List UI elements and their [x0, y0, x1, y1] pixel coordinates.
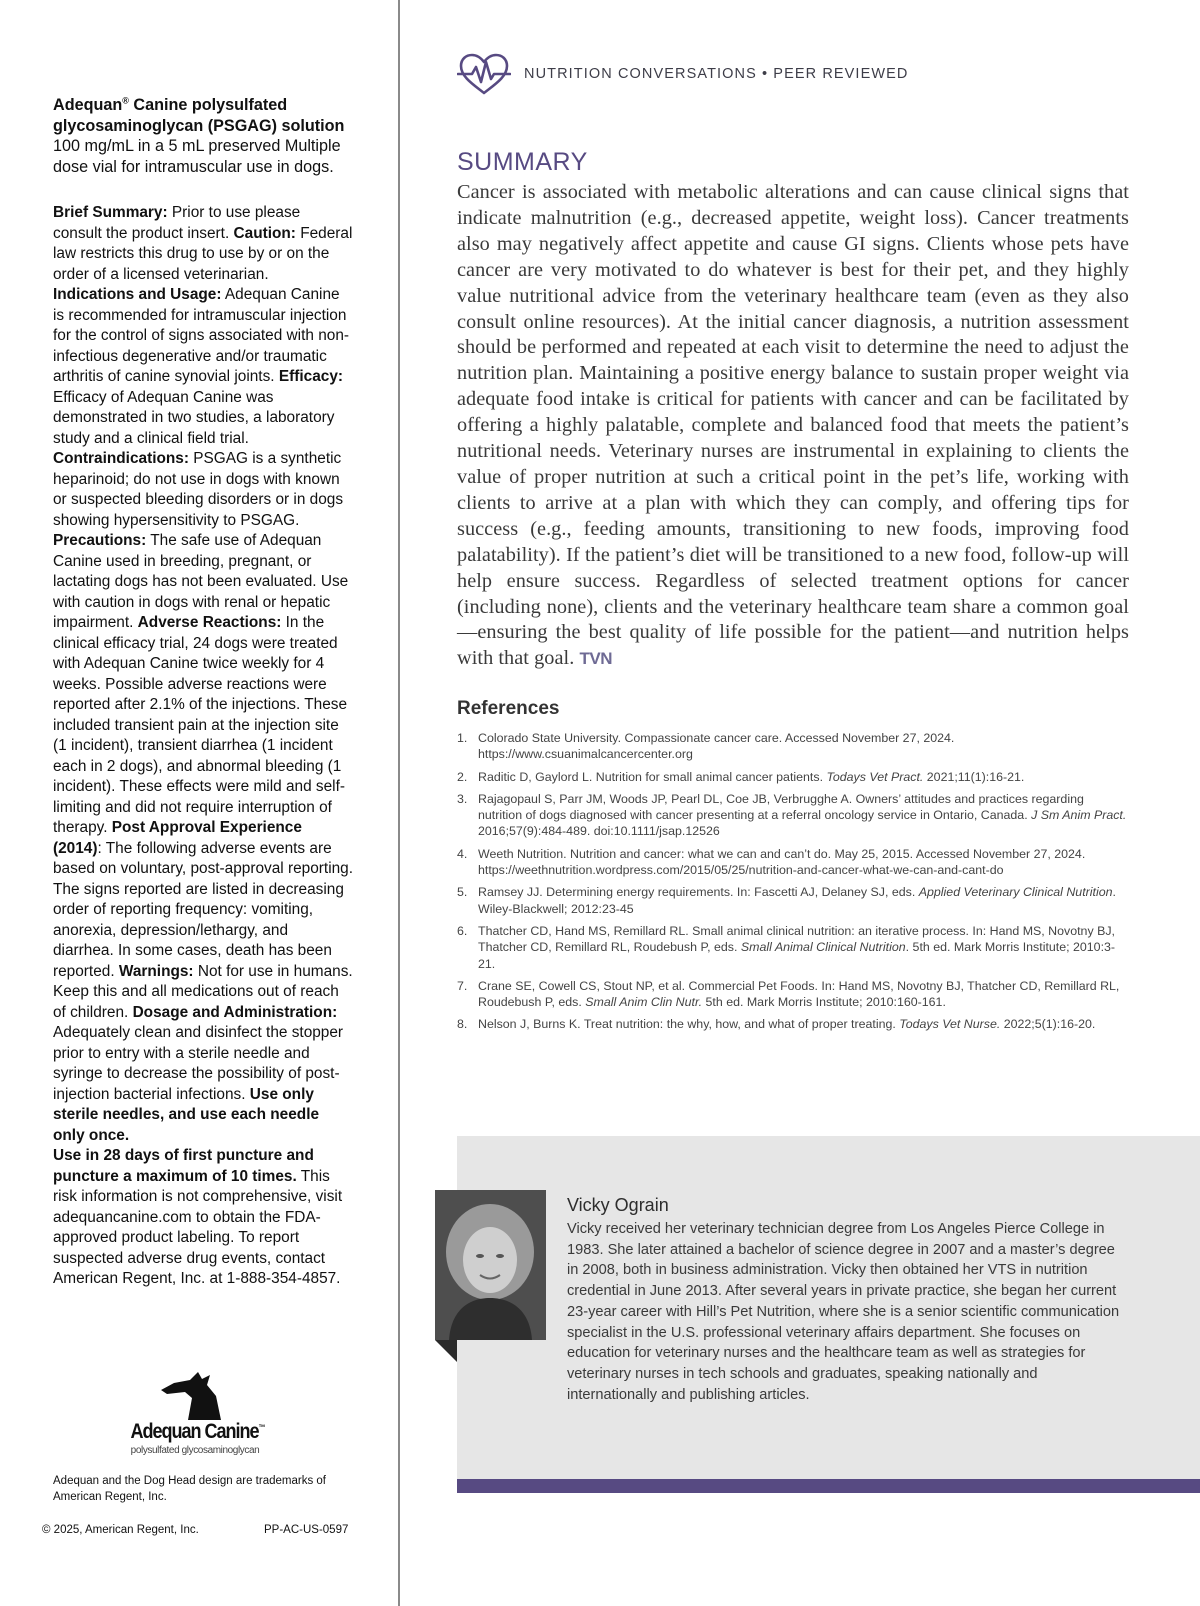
brief-summary: Brief Summary: Prior to use please consult the product insert. Caution: Federal law restricts this drug to use by or on the order of a licensed veterinarian. Indications and Usage: Adequan Canine is recommended for intramuscular injection for the control of signs associated with non-infectious degenerative and/or traumatic arthritis of canine synovial joints. Efficacy: Efficacy of Adequan Canine was demonstrated in two studies, a laboratory study and a clinical field trial. Contraindications: PSGAG is a synthetic heparinoid; do not use in dogs with known or suspected bleeding disorders or in dogs showing hypersensitivity to PSGAG. Precautions: The safe use of Adequan Canine used in breeding, pregnant, or lactating dogs has not been evaluated. Use with caution in dogs with renal or hepatic impairment. Adverse Reactions: In the clinical efficacy trial, 24 dogs were treated with Adequan Canine twice weekly for 4 weeks. Possible adverse reactions were reported after 2.1% of the injections. These included transient pain at the injection site (1 incident), transient diarrhea (1 incident each in 2 dogs), and abnormal bleeding (1 incident). These effects were mild and self-limiting and did not require interruption of therapy. Post Approval Experience (2014): The following adverse events are based on voluntary, post-approval reporting. The signs reported are listed in decreasing order of reporting frequency: vomiting, anorexia, depression/lethargy, and diarrhea. In some cases, death has been reported. Warnings: Not for use in humans. Keep this and all medications out of reach of children. Dosage and Administration: Adequately clean and disinfect the stopper prior to entry with a sterile needle and syringe to decrease the possibility of post-injection bacterial infections. Use only sterile needles, and use each needle only once. Use in 28 days of first puncture and puncture a maximum of 10 times. This risk information is not comprehensive, visit adequancanine.com to obtain the FDA-approved product labeling. To report suspected adverse drug events, contact American Regent, Inc. at 1-888-354-4857. [53, 204, 354, 1287]
references-title: References [457, 698, 560, 719]
reference-item: 6. Thatcher CD, Hand MS, Remillard RL. Small animal clinical nutrition: an iterative process. In: Hand MS, Novotny BJ, Thatcher CD, Remillard RL, Roudebush P, eds. Small Animal Clinical Nutrition. 5th ed. Mark Morris Institute; 2010:3-21. [457, 923, 1116, 971]
column-divider [398, 0, 400, 1606]
author-bio: Vicky received her veterinary technician degree from Los Angeles Pierce College in 1983. She later attained a bachelor of science degree in 2007 and a master’s degree in 2008, both in business administration. Vicky then obtained her VTS in nutrition credential in June 2013. After several years in private practice, she began her current 23-year career with Hill’s Pet Nutrition, where she is a senior scientific communication specialist in the U.S. professional veterinary affairs department. She focuses on education for veterinary nurses and the healthcare team as well as strategies for veterinary nurses in tech schools and graduates, speaking nationally and internationally and publishing articles. [567, 1221, 1120, 1403]
reference-item: 3. Rajagopaul S, Parr JM, Woods JP, Pearl DL, Coe JB, Verbrugghe A. Owners’ attitudes and practices regarding nutrition of dogs diagnosed with cancer presenting at a referral oncology service in Ontario, Canada. J Sm Anim Pract. 2016;57(9):484-489. doi:10.1111/jsap.12526 [457, 791, 1127, 839]
references-list [457, 730, 1129, 1039]
reference-item: 7. Crane SE, Cowell CS, Stout NP, et al. Commercial Pet Foods. In: Hand MS, Novotny BJ, Thatcher CD, Remillard RL, Roudebush P, eds. Small Anim Clin Nutr. 5th ed. Mark Morris Institute; 2010:160-161. [457, 978, 1120, 1010]
header-label: NUTRITION CONVERSATIONS • PEER REVIEWED [524, 66, 909, 82]
reference-item: 2. Raditic D, Gaylord L. Nutrition for small animal cancer patients. Todays Vet Pract. 2021;11(1):16-21. [457, 769, 1025, 784]
brand-name: Adequan Canine™ [130, 1420, 265, 1443]
author-accent-bar [457, 1479, 1200, 1493]
reference-item: 8. Nelson J, Burns K. Treat nutrition: the why, how, and what of proper treating. Todays Vet Nurse. 2022;5(1):16-20. [457, 1017, 1096, 1032]
reference-item: 5. Ramsey JJ. Determining energy requirements. In: Fascetti AJ, Delaney SJ, eds. Applied Veterinary Clinical Nutrition. Wiley-Blackwell; 2012:23-45 [457, 885, 1116, 916]
photo-fold-icon [435, 1340, 457, 1362]
tvn-logo: TVN [579, 649, 612, 669]
reference-item: 1. Colorado State University. Compassionate cancer care. Accessed November 27, 2024. https://www.csuanimalcancercenter.org [457, 731, 955, 762]
author-portrait-icon [435, 1190, 546, 1340]
author-photo [435, 1190, 546, 1340]
brand-subtitle: polysulfated glycosaminoglycan [130, 1445, 260, 1456]
section-header [457, 52, 957, 98]
trademark-note: Adequan and the Dog Head design are trademarks of American Regent, Inc. [53, 1475, 326, 1503]
copyright: © 2025, American Regent, Inc. [42, 1524, 199, 1536]
heart-pulse-icon [457, 52, 511, 96]
summary-title: SUMMARY [457, 148, 588, 176]
document-code: PP-AC-US-0597 [264, 1524, 349, 1536]
drug-info-column [0, 0, 398, 1606]
adequan-logo [120, 1372, 270, 1464]
author-name: Vicky Ograin [567, 1195, 669, 1215]
summary-text: Cancer is associated with metabolic alterations and can cause clinical signs that indicate malnutrition (e.g., decreased appetite, weight loss). Cancer treatments also may negatively affect appetite and cause GI signs. Clients whose pets have cancer are very motivated to do whatever is best for their pet, and they highly value nutritional advice from the veterinary healthcare team (even as they also consult online resources). At the initial cancer diagnosis, a nutrition assessment should be performed and repeated at each visit to determine the need to adjust the nutrition plan. Maintaining a positive energy balance to sustain proper weight via adequate food intake is critical for patients with cancer and can be facilitated by offering a highly palatable, complete and balanced food that meets the patient’s nutritional needs. Veterinary nurses are instrumental in explaining to clients the value of proper nutrition at such a critical point in the pet’s life, working with clients to arrive at a plan with which they can comply, and offering tips for success (e.g., feeding amounts, transitioning to new foods, improving food palatability). If the patient’s diet will be transitioned to a new food, follow-up will help ensure success. Regardless of selected treatment options for cancer (including none), clients and the veterinary healthcare team share a common goal—ensuring the best quality of life possible for the patient—and nutrition helps with that goal. TVN [457, 181, 1129, 670]
product-title: Adequan® Canine polysulfated glycosaminoglycan (PSGAG) solution 100 mg/mL in a 5 mL preserved Multiple dose vial for intramuscular use in dogs. [53, 96, 345, 176]
dog-head-icon [158, 1372, 230, 1422]
reference-item: 4. Weeth Nutrition. Nutrition and cancer: what we can and can’t do. May 25, 2015. Accessed November 27, 2024. https://weethnutrition.wordpress.com/2015/05/25/nutrition-and-cancer-what-we-can-and-cant-do [457, 846, 1086, 878]
